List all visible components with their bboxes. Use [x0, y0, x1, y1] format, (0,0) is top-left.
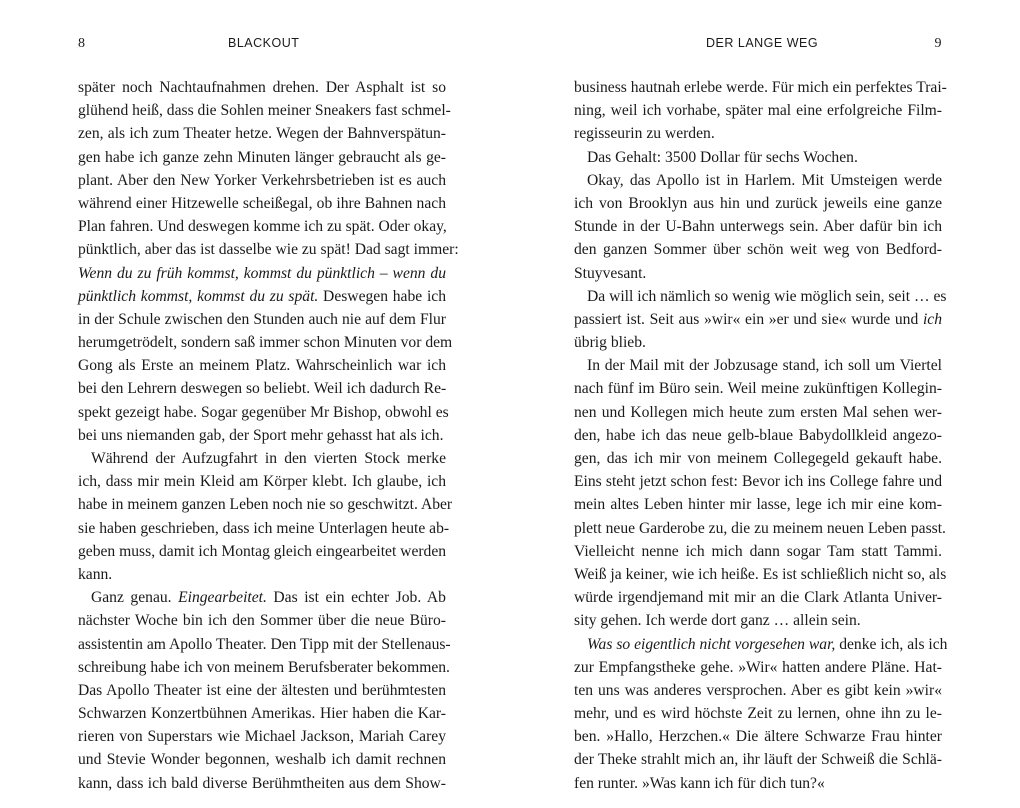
text-run: Deswegen habe ich [318, 287, 446, 305]
text-line: Schwarzen Konzertbühnen Amerikas. Hier haben die Kar- [78, 705, 446, 723]
text-line: den, habe ich das neue gelb-blaue Babydollkleid angezo- [574, 426, 942, 444]
text-line: mein altes Leben hinter mir lasse, lege ich mir eine kom- [574, 496, 942, 514]
text-line: plett neue Garderobe zu, die zu meinem neuen Leben passt. [574, 519, 946, 537]
text-line: nächster Woche bin ich den Sommer über die neue Büro- [78, 612, 446, 630]
left-page-header [78, 36, 446, 54]
text-line: während einer Hitzewelle scheißegal, ob ihre Bahnen nach [78, 194, 446, 212]
text-line: Während der Aufzugfahrt in den vierten Stock merke [91, 450, 446, 467]
text-line: business hautnah erlebe werde. Für mich ein perfektes Trai- [574, 79, 947, 96]
text-line: nen und Kollegen mich heute zum ersten Mal sehen wer- [574, 403, 942, 421]
text-line: ich von Brooklyn aus hin und zurück jeweils eine ganze [574, 194, 942, 212]
italic-text: Was so eigentlich nicht vorgesehen war, [587, 635, 836, 653]
text-line: und Stevie Wonder begonnen, weshalb ich damit rechnen [78, 751, 446, 769]
text-line: geben muss, damit ich Montag gleich eingearbeitet werden [78, 542, 447, 560]
page-number: 8 [78, 36, 86, 51]
running-head: BLACKOUT [228, 36, 300, 50]
text-line: mehr, und es wird höchste Zeit zu lernen, ohne ihn zu le- [574, 705, 942, 723]
text-line: kann. [78, 565, 113, 583]
text-run: Ganz genau. [91, 589, 179, 607]
italic-text: Wenn du zu früh kommst, kommst du pünktlich – wenn du [78, 264, 446, 282]
text-line: Das Gehalt: 3500 Dollar für sechs Wochen. [587, 148, 858, 166]
text-line: pünktlich, aber das ist dasselbe wie zu spät! Dad sagt immer: [78, 241, 459, 259]
left-page-body [78, 76, 459, 795]
right-page-header [574, 36, 942, 54]
text-line: rieren von Superstars wie Michael Jackson, Mariah Carey [78, 728, 446, 746]
text-line [78, 285, 446, 308]
text-line: glühend heiß, dass die Sohlen meiner Sneakers fast schmel- [78, 102, 451, 120]
text-line: Da will ich nämlich so wenig wie möglich sein, seit … es [587, 287, 947, 305]
text-line: assistentin am Apollo Theater. Den Tipp mit der Stellenaus- [78, 635, 451, 653]
text-run: denke ich, als ich [835, 635, 948, 653]
text-line: ich, dass mir mein Kleid am Körper klebt. Ich glaube, ich [78, 473, 446, 491]
text-line: später noch Nachtaufnahmen drehen. Der Asphalt ist so [78, 79, 446, 96]
text-line: Das Apollo Theater ist eine der ältesten und berühmtesten [78, 681, 446, 699]
text-line: fen runter. »Was kann ich für dich tun?« [574, 774, 825, 792]
text-line: Stuyvesant. [574, 264, 647, 282]
text-line: Vielleicht nenne ich mich dann sogar Tam statt Tammi. [574, 542, 942, 560]
text-line: bei uns niemanden gab, der Sport mehr gehasst hat als ich. [78, 426, 444, 444]
text-line: zen, als ich zum Theater hetze. Wegen der Bahnverspätun- [78, 125, 446, 143]
text-line: in der Schule zwischen den Stunden auch nie auf dem Flur [78, 310, 446, 328]
italic-text: pünktlich kommst, kommst du zu spät. [78, 287, 319, 305]
text-line: gen habe ich ganze zehn Minuten länger gebraucht als ge- [78, 148, 446, 166]
italic-text: ich [922, 310, 942, 328]
text-line: herumgetrödelt, sondern saß immer schon Minuten vor dem [78, 334, 453, 352]
text-line: nach fünf im Büro sein. Weil meine zukünftigen Kollegin- [574, 380, 942, 398]
text-line: ning, weil ich vorhabe, später mal eine erfolgreiche Film- [574, 102, 942, 120]
text-line: Okay, das Apollo ist in Harlem. Mit Umsteigen werde [587, 171, 942, 189]
text-line: schreibung habe ich von meinem Berufsberater bekommen. [78, 658, 450, 676]
text-line: würde irgendjemand mit mir an die Clark Atlanta Univer- [574, 589, 942, 607]
running-head: DER LANGE WEG [706, 36, 819, 50]
text-line: Stunde in der U-Bahn unterwegs sein. Aber dafür bin ich [574, 218, 942, 236]
text-line [78, 262, 446, 285]
text-line: spekt gezeigt habe. Sogar gegenüber Mr Bishop, obwohl es [78, 403, 449, 421]
text-line: den ganzen Sommer über schön weit weg von Bedford- [574, 241, 942, 259]
right-page-body [574, 76, 948, 795]
text-line: Weiß ja keiner, wie ich heiße. Es ist schließlich nicht so, als [574, 565, 947, 583]
text-line: sity gehen. Ich werde dort ganz … allein sein. [574, 612, 861, 630]
text-line: Gong als Erste an meinem Platz. Wahrscheinlich war ich [78, 357, 446, 375]
text-line: habe in meinem ganzen Leben noch nie so geschwitzt. Aber [78, 496, 453, 514]
text-line: Eins steht jetzt schon fest: Bevor ich ins College fahre und [574, 473, 942, 491]
text-line: gen, das ich mir von meinem Collegegeld gekauft habe. [574, 450, 942, 467]
text-run: passiert ist. Seit aus »wir« ein »er und sie« wurde und [574, 310, 923, 328]
text-line: ten uns was anderes versprochen. Aber es gibt kein »wir« [574, 681, 942, 699]
text-line [574, 633, 948, 656]
text-line: regisseurin zu werden. [574, 125, 715, 143]
text-line: der Theke strahlt mich an, ihr läuft der Schweiß die Schlä- [574, 751, 942, 769]
text-line: kann, dass ich bald diverse Berühmtheiten aus dem Show- [78, 774, 446, 792]
text-line [574, 308, 942, 331]
italic-text: Eingearbeitet. [178, 589, 267, 607]
text-line [78, 586, 446, 609]
text-line: zur Empfangstheke gehe. »Wir« hatten andere Pläne. Hat- [574, 658, 942, 676]
text-line: bei den Lehrern deswegen so beliebt. Weil ich dadurch Re- [78, 380, 447, 398]
right-page [510, 0, 1020, 808]
text-line: ben. »Hallo, Herzchen.« Die ältere Schwarze Frau hinter [574, 728, 942, 746]
text-line: Plan fahren. Und deswegen komme ich zu spät. Oder okay, [78, 218, 447, 236]
text-line: übrig blieb. [574, 334, 646, 352]
text-line: In der Mail mit der Jobzusage stand, ich soll um Viertel [587, 357, 942, 375]
text-line: sie haben geschrieben, dass ich meine Unterlagen heute ab- [78, 519, 450, 537]
text-line: plant. Aber den New Yorker Verkehrsbetrieben ist es auch [78, 171, 446, 189]
text-run: Das ist ein echter Job. Ab [266, 589, 446, 607]
page-number: 9 [934, 36, 942, 51]
